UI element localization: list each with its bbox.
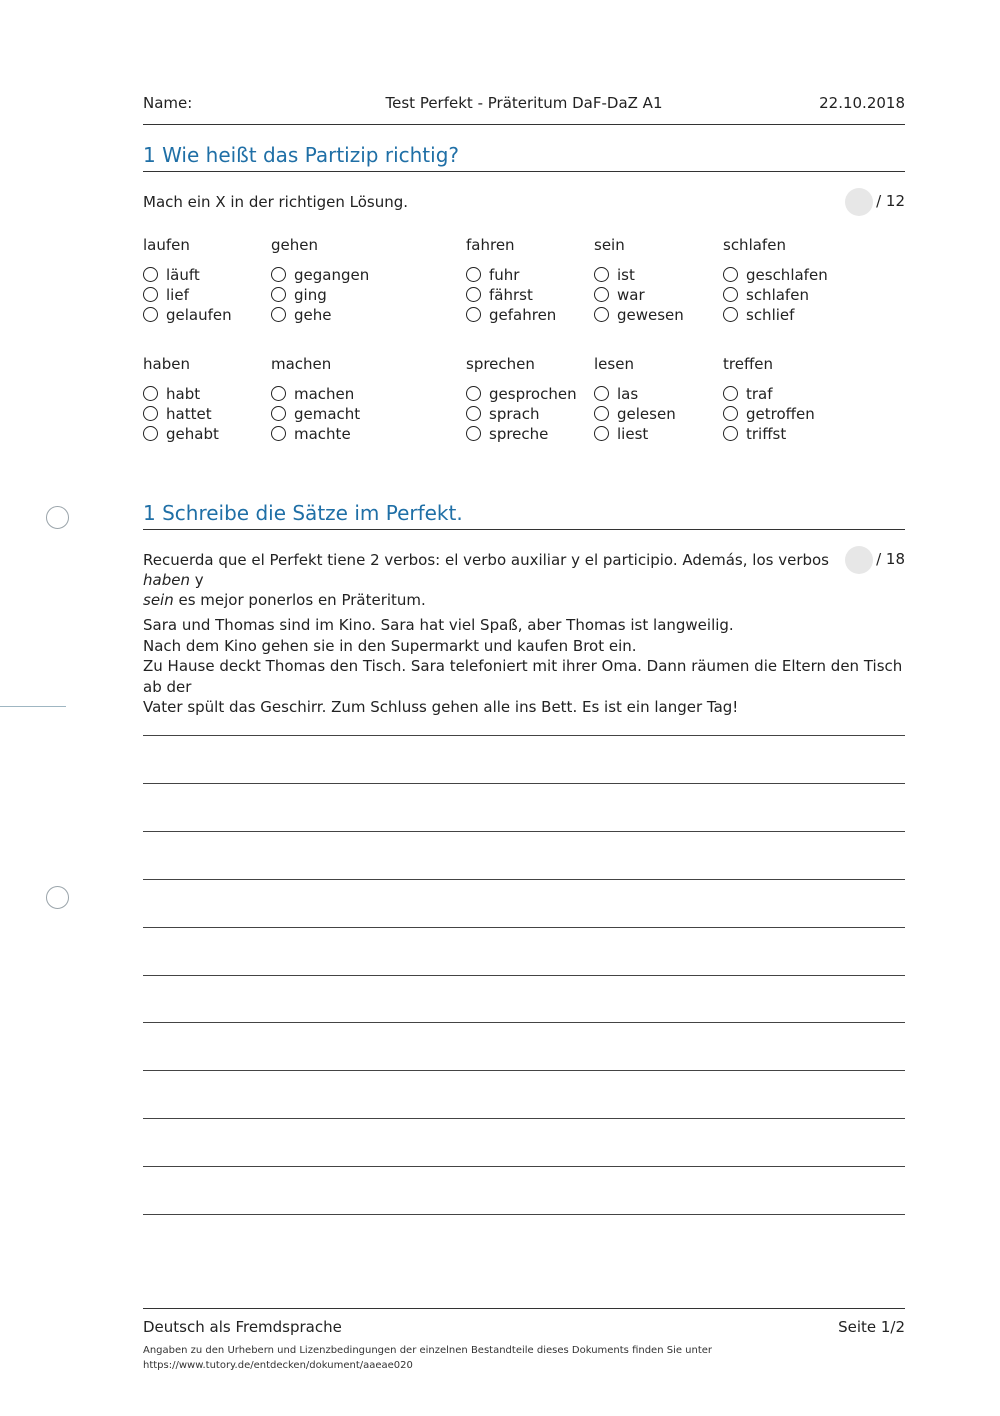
radio-circle-icon[interactable]	[466, 307, 481, 322]
radio-circle-icon[interactable]	[466, 406, 481, 421]
answer-label: geschlafen	[746, 266, 828, 284]
answer-label: gelaufen	[166, 306, 232, 324]
punch-hole-top	[46, 506, 69, 529]
writing-line[interactable]	[143, 1022, 905, 1023]
radio-circle-icon[interactable]	[723, 287, 738, 302]
verb-column	[723, 235, 863, 324]
answer-label: machen	[294, 385, 355, 403]
answer-label: sprach	[489, 405, 540, 423]
answer-label: triffst	[746, 425, 787, 443]
answer-label: lief	[166, 286, 189, 304]
section2-instruction	[143, 550, 843, 610]
section2-score	[845, 546, 905, 574]
story-line: Zu Hause deckt Thomas den Tisch. Sara telefoniert mit ihrer Oma. Dann räumen die Eltern den Tisch ab der	[143, 657, 903, 696]
answer-label: war	[617, 286, 645, 304]
verb-infinitive: haben	[143, 355, 190, 373]
footer-divider	[143, 1308, 905, 1309]
answer-label: traf	[746, 385, 773, 403]
writing-line[interactable]	[143, 1118, 905, 1119]
radio-circle-icon[interactable]	[594, 307, 609, 322]
section1-title: 1 Wie heißt das Partizip richtig?	[143, 143, 460, 167]
writing-line[interactable]	[143, 1214, 905, 1215]
instruction-text-2: y	[189, 571, 204, 589]
writing-line[interactable]	[143, 1166, 905, 1167]
page-header	[143, 94, 905, 116]
answer-label: gehe	[294, 306, 332, 324]
radio-circle-icon[interactable]	[143, 267, 158, 282]
story-text	[143, 615, 913, 718]
radio-circle-icon[interactable]	[271, 307, 286, 322]
verb-column	[143, 235, 283, 324]
radio-circle-icon[interactable]	[594, 287, 609, 302]
verb-column	[594, 235, 734, 324]
verb-infinitive: gehen	[271, 236, 318, 254]
verb-column	[143, 354, 283, 443]
footer-subject: Deutsch als Fremdsprache	[143, 1318, 342, 1336]
radio-circle-icon[interactable]	[594, 406, 609, 421]
license-note	[143, 1343, 712, 1373]
score-field[interactable]	[845, 546, 873, 574]
story-line: Sara und Thomas sind im Kino. Sara hat viel Spaß, aber Thomas ist langweilig.	[143, 616, 734, 634]
answer-label: spreche	[489, 425, 549, 443]
radio-circle-icon[interactable]	[723, 386, 738, 401]
verb-infinitive: laufen	[143, 236, 190, 254]
verb-column	[466, 354, 606, 443]
radio-circle-icon[interactable]	[271, 267, 286, 282]
verb-column	[271, 235, 411, 324]
verb-infinitive: sein	[594, 236, 625, 254]
document-title: Test Perfekt - Präteritum DaF-DaZ A1	[385, 94, 663, 112]
radio-circle-icon[interactable]	[466, 386, 481, 401]
radio-circle-icon[interactable]	[271, 287, 286, 302]
section1-divider	[143, 171, 905, 172]
answer-label: gegangen	[294, 266, 370, 284]
instruction-text-3: es mejor ponerlos en Präteritum.	[173, 591, 426, 609]
section1-score	[845, 188, 905, 216]
radio-circle-icon[interactable]	[723, 406, 738, 421]
instruction-text-1: Recuerda que el Perfekt tiene 2 verbos: el verbo auxiliar y el participio. Además, los verbos	[143, 551, 830, 569]
radio-circle-icon[interactable]	[594, 426, 609, 441]
writing-line[interactable]	[143, 783, 905, 784]
story-line: Vater spült das Geschirr. Zum Schluss gehen alle ins Bett. Es ist ein langer Tag!	[143, 698, 739, 716]
radio-circle-icon[interactable]	[466, 267, 481, 282]
verb-infinitive: lesen	[594, 355, 634, 373]
name-label: Name:	[143, 94, 193, 112]
radio-circle-icon[interactable]	[466, 287, 481, 302]
answer-label: ging	[294, 286, 327, 304]
writing-line[interactable]	[143, 927, 905, 928]
fold-mark	[0, 706, 66, 707]
section2-title: 1 Schreibe die Sätze im Perfekt.	[143, 501, 463, 525]
answer-label: läuft	[166, 266, 200, 284]
verb-column	[594, 354, 734, 443]
score-total: / 18	[876, 550, 905, 568]
radio-circle-icon[interactable]	[143, 386, 158, 401]
answer-label: fährst	[489, 286, 533, 304]
answer-label: gelesen	[617, 405, 676, 423]
instruction-haben: haben	[143, 571, 190, 589]
answer-label: gewesen	[617, 306, 684, 324]
answer-label: ist	[617, 266, 635, 284]
radio-circle-icon[interactable]	[594, 386, 609, 401]
section1-instruction: Mach ein X in der richtigen Lösung.	[143, 193, 409, 211]
answer-label: gemacht	[294, 405, 361, 423]
verb-infinitive: treffen	[723, 355, 774, 373]
radio-circle-icon[interactable]	[143, 307, 158, 322]
license-text: Angaben zu den Urhebern und Lizenzbedingungen der einzelnen Bestandteile dieses Dokuments finden Sie unter	[143, 1345, 713, 1356]
section2-divider	[143, 529, 905, 530]
radio-circle-icon[interactable]	[723, 426, 738, 441]
page-number: Seite 1/2	[838, 1318, 905, 1336]
radio-circle-icon[interactable]	[143, 406, 158, 421]
writing-line[interactable]	[143, 831, 905, 832]
verb-column	[723, 354, 863, 443]
radio-circle-icon[interactable]	[466, 426, 481, 441]
answer-label: liest	[617, 425, 649, 443]
radio-circle-icon[interactable]	[271, 386, 286, 401]
writing-line[interactable]	[143, 735, 905, 736]
document-date: 22.10.2018	[819, 94, 905, 112]
story-line: Nach dem Kino gehen sie in den Supermarkt und kaufen Brot ein.	[143, 636, 637, 655]
verb-column	[271, 354, 411, 443]
answer-label: schlief	[746, 306, 795, 324]
verb-infinitive: machen	[271, 355, 332, 373]
header-divider	[143, 124, 905, 125]
verb-infinitive: sprechen	[466, 355, 535, 373]
answer-label: hattet	[166, 405, 212, 423]
radio-circle-icon[interactable]	[143, 287, 158, 302]
punch-hole-bottom	[46, 886, 69, 909]
answer-label: fuhr	[489, 266, 520, 284]
answer-label: las	[617, 385, 639, 403]
score-total: / 12	[876, 192, 905, 210]
writing-line[interactable]	[143, 975, 905, 976]
radio-circle-icon[interactable]	[143, 426, 158, 441]
verb-infinitive: schlafen	[723, 236, 786, 254]
writing-line[interactable]	[143, 1070, 905, 1071]
license-url[interactable]: https://www.tutory.de/entdecken/dokument/aaeae020	[143, 1360, 413, 1371]
verb-column	[466, 235, 606, 324]
answer-label: gehabt	[166, 425, 219, 443]
radio-circle-icon[interactable]	[271, 406, 286, 421]
answer-label: habt	[166, 385, 201, 403]
writing-line[interactable]	[143, 879, 905, 880]
answer-label: machte	[294, 425, 351, 443]
answer-label: getroffen	[746, 405, 815, 423]
answer-label: gefahren	[489, 306, 557, 324]
radio-circle-icon[interactable]	[723, 267, 738, 282]
verb-infinitive: fahren	[466, 236, 515, 254]
score-field[interactable]	[845, 188, 873, 216]
radio-circle-icon[interactable]	[594, 267, 609, 282]
answer-label: schlafen	[746, 286, 809, 304]
radio-circle-icon[interactable]	[271, 426, 286, 441]
answer-label: gesprochen	[489, 385, 577, 403]
instruction-sein: sein	[143, 591, 174, 609]
radio-circle-icon[interactable]	[723, 307, 738, 322]
